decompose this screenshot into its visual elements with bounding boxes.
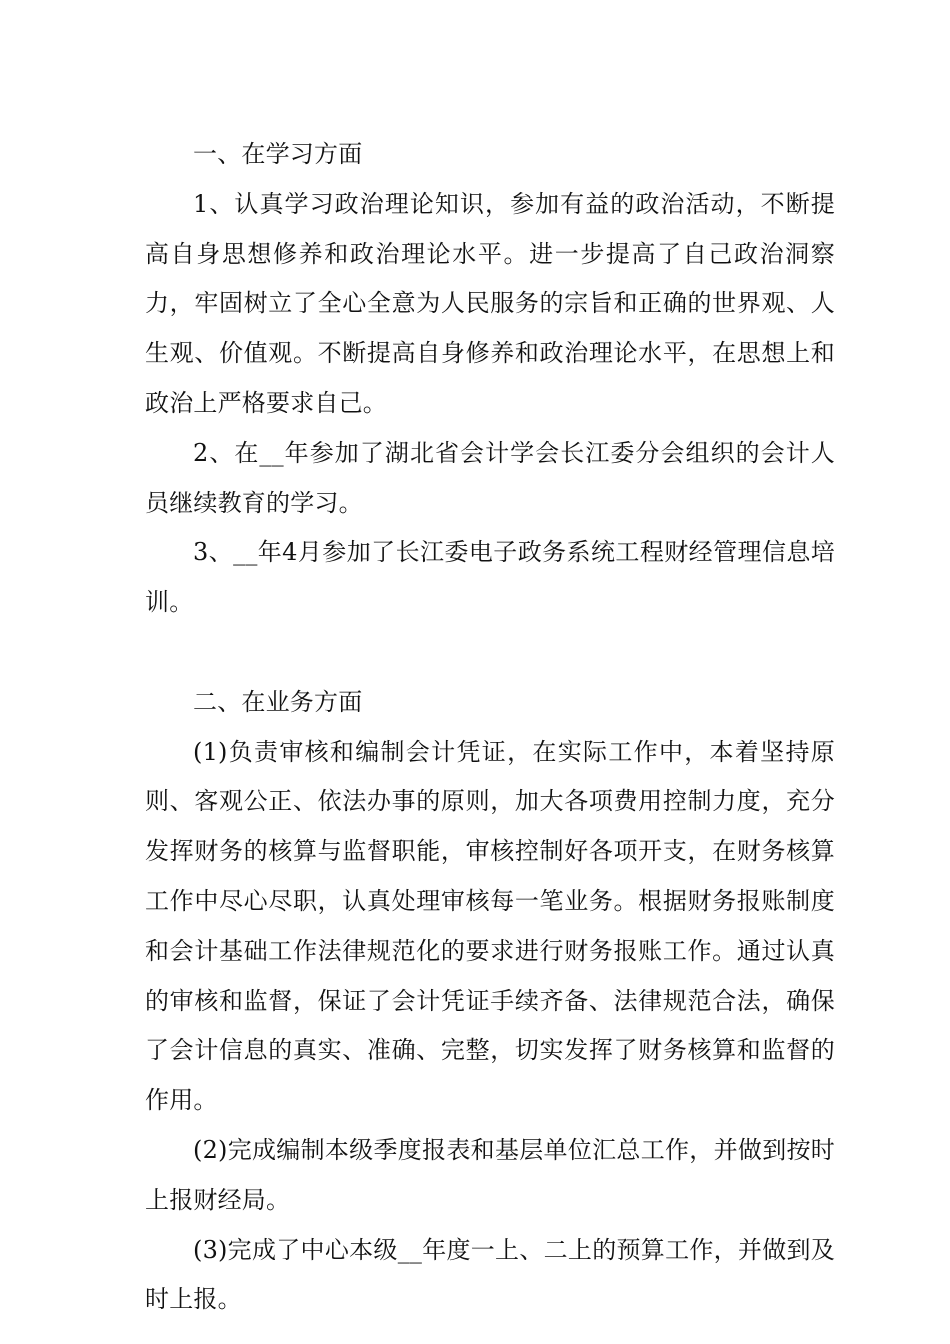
paragraph-business-3: (3)完成了中心本级__年度一上、二上的预算工作，并做到及时上报。 (145, 1235, 835, 1314)
paragraph-study-1: 1、认真学习政治理论知识，参加有益的政治活动，不断提高自身思想修养和政治理论水平。进一步提高了自己政治洞察力，牢固树立了全心全意为人民服务的宗旨和正确的世界观、人生观、价值观。不断提高自身修养和政治理论水平，在思想上和政治上严格要求自己。 (145, 189, 835, 417)
paragraph-business-2: (2)完成编制本级季度报表和基层单位汇总工作，并做到按时上报财经局。 (145, 1135, 835, 1214)
paragraph-business-1: (1)负责审核和编制会计凭证，在实际工作中，本着坚持原则、客观公正、依法办事的原则，加大各项费用控制力度，充分发挥财务的核算与监督职能，审核控制好各项开支，在财务核算工作中尽心尽职，认真处理审核每一笔业务。根据财务报账制度和会计基础工作法律规范化的要求进行财务报账工作。通过认真的审核和监督，保证了会计凭证手续齐备、法律规范合法，确保了会计信息的真实、准确、完整，切实发挥了财务核算和监督的作用。 (145, 737, 835, 1115)
section-spacer (145, 628, 835, 678)
section-heading-study: 一、在学习方面 (193, 140, 363, 168)
section-heading-business: 二、在业务方面 (193, 687, 363, 716)
paragraph-study-3: 3、__年4月参加了长江委电子政务系统工程财经管理信息培训。 (145, 538, 835, 617)
document-body (145, 130, 835, 1325)
paragraph-study-2: 2、在__年参加了湖北省会计学会长江委分会组织的会计人员继续教育的学习。 (145, 438, 835, 517)
